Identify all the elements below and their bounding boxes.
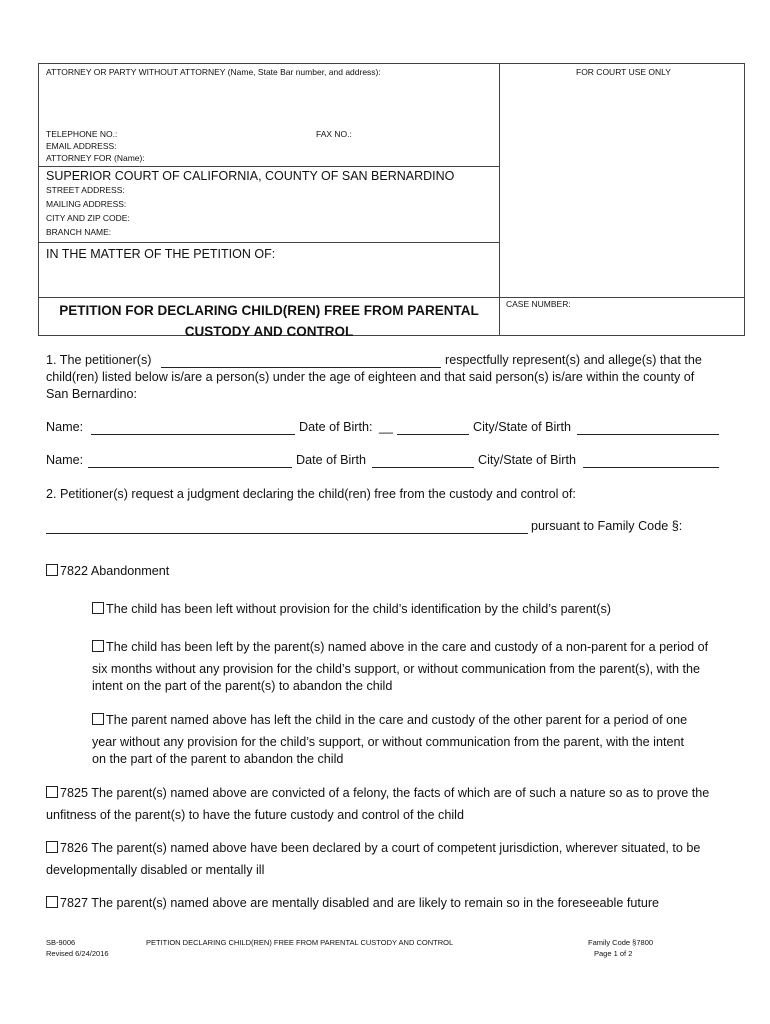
checkbox-7827[interactable] <box>46 896 58 908</box>
caption-divider-vertical <box>499 63 500 336</box>
option-7822 <box>46 564 169 578</box>
option-7822-sub-a-label: The child has been left without provision for the child’s identification by the child’s parent(s) <box>106 602 611 616</box>
checkbox-7822-a[interactable] <box>92 602 104 614</box>
option-7822-sub-c <box>92 713 687 727</box>
fax-label: FAX NO.: <box>316 129 352 139</box>
caption-divider-court <box>38 242 500 243</box>
email-label: EMAIL ADDRESS: <box>46 141 117 151</box>
option-7822-sub-a <box>92 602 611 616</box>
child2-name-label: Name: <box>46 453 84 467</box>
caption-divider-matter <box>38 297 745 298</box>
section2-pursuant: pursuant to Family Code §: <box>531 519 683 533</box>
child2-dob-label: Date of Birth <box>296 453 366 467</box>
option-7822-sub-c-line3: on the part of the parent to abandon the child <box>92 752 344 766</box>
petitioner-name-line[interactable] <box>161 353 441 368</box>
option-7827 <box>46 896 659 910</box>
document-title-line1: PETITION FOR DECLARING CHILD(REN) FREE FROM PARENTAL <box>59 303 479 318</box>
child2-city-label: City/State of Birth <box>478 453 576 467</box>
footer-right <box>588 937 653 959</box>
document-title <box>40 300 498 342</box>
option-7822-sub-c-line2: year without any provision for the child’s support, or without communication from the parent, with the intent <box>92 735 684 749</box>
footer-title: PETITION DECLARING CHILD(REN) FREE FROM PARENTAL CUSTODY AND CONTROL <box>146 938 454 947</box>
child1-city-line[interactable] <box>577 420 719 435</box>
checkbox-7822-c[interactable] <box>92 713 104 725</box>
branch-name-label: BRANCH NAME: <box>46 227 112 237</box>
section1-line3: San Bernardino: <box>46 387 138 401</box>
child1-name-label: Name: <box>46 420 84 434</box>
footer-form-info <box>46 937 109 959</box>
street-address-label: STREET ADDRESS: <box>46 185 125 195</box>
footer-form-number: SB-9006 <box>46 938 76 947</box>
section1-suffix: respectfully represent(s) and allege(s) that the <box>445 353 702 367</box>
mailing-address-label: MAILING ADDRESS: <box>46 199 127 209</box>
option-7822-sub-b <box>92 640 708 654</box>
matter-label: IN THE MATTER OF THE PETITION OF: <box>46 247 276 261</box>
court-use-label: FOR COURT USE ONLY <box>576 67 671 77</box>
option-7825-line1: 7825 The parent(s) named above are convicted of a felony, the facts of which are of such a nature so as to prove the <box>60 786 710 800</box>
child2-name-line[interactable] <box>88 453 292 468</box>
checkbox-7825[interactable] <box>46 786 58 798</box>
child1-dob-separator: __ <box>379 420 394 434</box>
checkbox-7826[interactable] <box>46 841 58 853</box>
option-7827-label: 7827 The parent(s) named above are mentally disabled and are likely to remain so in the foreseeable future <box>60 896 660 910</box>
child1-city-label: City/State of Birth <box>473 420 571 434</box>
case-number-label: CASE NUMBER: <box>506 299 571 309</box>
child1-name-line[interactable] <box>91 420 295 435</box>
option-7822-label: 7822 Abandonment <box>60 564 170 578</box>
attorney-name-field[interactable] <box>46 82 486 124</box>
child2-dob-line[interactable] <box>372 453 474 468</box>
section2-text: 2. Petitioner(s) request a judgment declaring the child(ren) free from the custody and control of: <box>46 487 576 501</box>
city-zip-label: CITY AND ZIP CODE: <box>46 213 130 223</box>
checkbox-7822[interactable] <box>46 564 58 576</box>
option-7822-sub-c-line1: The parent named above has left the child in the care and custody of the other parent for a period of one <box>106 713 688 727</box>
footer-page: Page 1 of 2 <box>594 949 633 958</box>
checkbox-7822-b[interactable] <box>92 640 104 652</box>
footer-code: Family Code §7800 <box>588 938 654 947</box>
option-7822-sub-b-line2: six months without any provision for the child’s support, or without communication from the parent(s), with the <box>92 662 701 676</box>
child1-dob-label: Date of Birth: <box>299 420 373 434</box>
child2-city-line[interactable] <box>583 453 719 468</box>
court-name: SUPERIOR COURT OF CALIFORNIA, COUNTY OF SAN BERNARDINO <box>46 169 455 183</box>
option-7826 <box>46 841 700 855</box>
option-7825 <box>46 786 709 800</box>
section1-line2: child(ren) listed below is/are a person(s) under the age of eighteen and that said person(s) is/are within the county of <box>46 370 695 384</box>
document-title-line2: CUSTODY AND CONTROL <box>184 324 354 339</box>
option-7822-sub-b-line1: The child has been left by the parent(s) named above in the care and custody of a non-parent for a period of <box>106 640 709 654</box>
attorney-for-label: ATTORNEY FOR (Name): <box>46 153 145 163</box>
caption-divider-attorney <box>38 166 500 167</box>
telephone-label: TELEPHONE NO.: <box>46 129 118 139</box>
option-7826-line2: developmentally disabled or mentally ill <box>46 863 265 877</box>
child1-dob-line[interactable] <box>397 420 469 435</box>
option-7822-sub-b-line3: intent on the part of the parent(s) to abandon the child <box>92 679 393 693</box>
footer-revised: Revised 6/24/2016 <box>46 949 109 958</box>
parent-name-line[interactable] <box>46 519 528 534</box>
option-7826-line1: 7826 The parent(s) named above have been declared by a court of competent jurisdiction, wherever situated, to be <box>60 841 701 855</box>
option-7825-line2: unfitness of the parent(s) to have the future custody and control of the child <box>46 808 464 822</box>
section1-prefix: 1. The petitioner(s) <box>46 353 152 367</box>
attorney-label: ATTORNEY OR PARTY WITHOUT ATTORNEY (Name, State Bar number, and address): <box>46 67 381 77</box>
